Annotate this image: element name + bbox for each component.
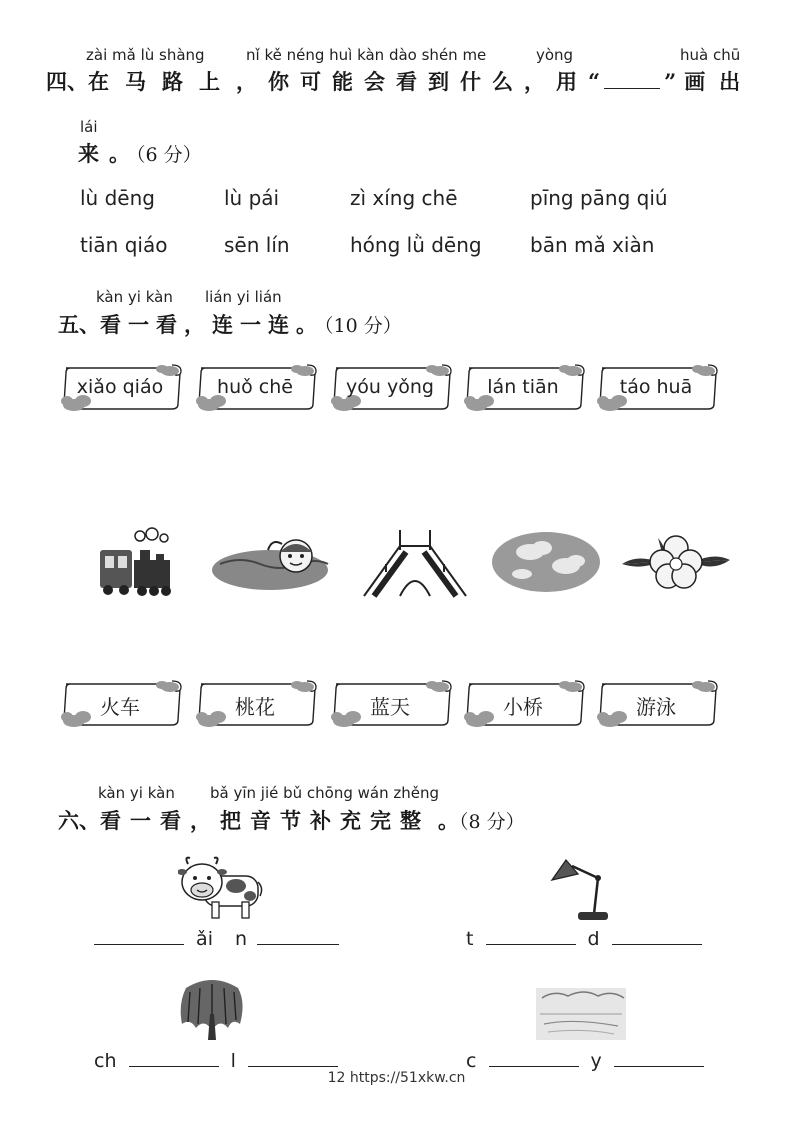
question-title: 五、看一看，连一连。（10 分）: [58, 312, 402, 337]
scroll-label: 小桥: [503, 695, 543, 719]
answer-blank[interactable]: [94, 943, 184, 945]
syllable-part: l: [230, 1050, 236, 1072]
hanzi-scroll-card[interactable]: [195, 680, 317, 726]
pinyin-scroll-card[interactable]: [60, 364, 182, 410]
pinyin-annotation: kàn yi kàn: [96, 288, 173, 306]
bridge-icon: [360, 522, 470, 602]
syllable-part: t: [466, 928, 474, 950]
question-title: 六、看一看，把音节补充完整 。（8 分）: [58, 808, 525, 833]
footer-url[interactable]: https://51xkw.cn: [349, 1070, 466, 1086]
pinyin-word: pīng pāng qiú: [530, 186, 668, 210]
scroll-label: yóu yǒng: [346, 376, 434, 398]
pinyin-annotation: lián yi lián: [205, 288, 282, 306]
pinyin-annotation: nǐ kě néng huì kàn dào shén me: [246, 46, 487, 64]
willow-tree-icon: [176, 978, 248, 1042]
syllable-part: n: [235, 928, 248, 950]
syllable-fill-row: [94, 928, 339, 950]
syllable-fill-row: [466, 1050, 704, 1072]
score-label: （8 分）: [459, 811, 525, 833]
syllable-part: d: [587, 928, 600, 950]
pinyin-word: sēn lín: [224, 233, 290, 257]
score-label: （6 分）: [136, 144, 202, 166]
answer-blank[interactable]: [248, 1065, 338, 1067]
scroll-label: táo huā: [619, 376, 693, 398]
answer-blank[interactable]: [614, 1065, 704, 1067]
pinyin-scroll-card[interactable]: [195, 364, 317, 410]
pinyin-scroll-card[interactable]: [330, 364, 452, 410]
answer-blank[interactable]: [486, 943, 576, 945]
pinyin-word: lù pái: [224, 186, 280, 210]
answer-blank[interactable]: [129, 1065, 219, 1067]
syllable-part: ǎi: [196, 928, 213, 950]
pinyin-annotation: bǎ yīn jié bǔ chōng wán zhěng: [210, 784, 440, 802]
pinyin-annotation: kàn yi kàn: [98, 784, 175, 802]
sky-icon: [490, 530, 602, 594]
scroll-label: lán tiān: [487, 376, 559, 398]
scroll-label: xiǎo qiáo: [76, 376, 164, 398]
syllable-fill-row: [466, 928, 702, 950]
question-number: 五、: [58, 312, 100, 337]
syllable-part: ch: [94, 1050, 117, 1072]
scroll-label: huǒ chē: [217, 376, 293, 398]
cloud-landscape-icon: [534, 984, 628, 1042]
question-title-continued: 来 。 （6 分）: [78, 141, 202, 166]
hanzi-scroll-card[interactable]: [596, 680, 718, 726]
syllable-part: c: [466, 1050, 477, 1072]
answer-blank: [604, 87, 660, 89]
hanzi-scroll-card[interactable]: [60, 680, 182, 726]
pinyin-annotation: zài mǎ lù shàng: [86, 46, 205, 64]
score-label: （10 分）: [324, 315, 402, 337]
scroll-label: 游泳: [636, 695, 676, 719]
swimmer-icon: [210, 530, 334, 594]
syllable-part: y: [590, 1050, 602, 1072]
page-footer: [0, 1070, 793, 1086]
answer-blank[interactable]: [612, 943, 702, 945]
scroll-label: 火车: [100, 695, 140, 719]
hanzi-scroll-card[interactable]: [330, 680, 452, 726]
pinyin-scroll-card[interactable]: [463, 364, 585, 410]
pinyin-annotation: lái: [80, 118, 98, 136]
hanzi-scroll-card[interactable]: [463, 680, 585, 726]
lamp-icon: [544, 852, 614, 924]
answer-blank[interactable]: [489, 1065, 579, 1067]
pinyin-word: bān mǎ xiàn: [530, 233, 655, 257]
flower-icon: [618, 524, 734, 598]
question-number: 四、: [46, 69, 88, 94]
page-number: 12: [327, 1070, 346, 1086]
syllable-fill-row: [94, 1050, 338, 1072]
scroll-label: 桃花: [235, 695, 275, 719]
pinyin-annotation: huà chū: [680, 46, 741, 64]
question-number: 六、: [58, 808, 100, 833]
question-title: 四、在马路上，你可能会看到什么，用“ ” 画出: [46, 69, 755, 94]
pinyin-word: lù dēng: [80, 186, 155, 210]
train-icon: [96, 526, 178, 598]
pinyin-scroll-card[interactable]: [596, 364, 718, 410]
pinyin-word: zì xíng chē: [350, 186, 458, 210]
pinyin-word: hóng lǜ dēng: [350, 233, 482, 257]
pinyin-word: tiān qiáo: [80, 233, 168, 257]
answer-blank[interactable]: [257, 943, 339, 945]
scroll-label: 蓝天: [370, 695, 410, 719]
cow-icon: [178, 852, 264, 922]
pinyin-annotation: yòng: [536, 46, 574, 64]
